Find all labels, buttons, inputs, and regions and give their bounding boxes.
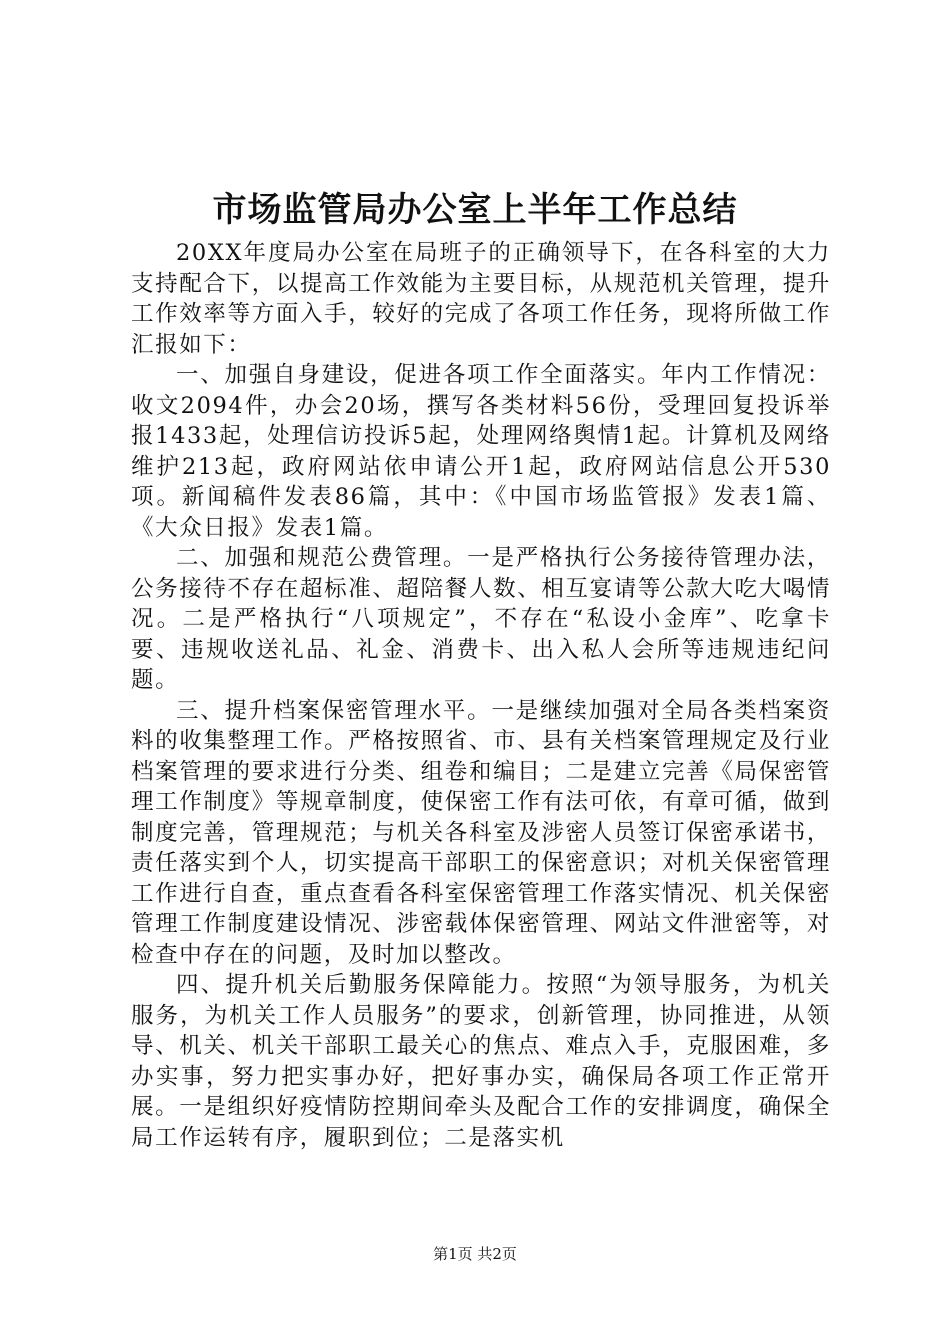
paragraph-intro: 20XX年度局办公室在局班子的正确领导下，在各科室的大力支持配合下，以提高工作效能为主要目标，从规范机关管理，提升工作效率等方面入手，较好的完成了各项工作任务，现将所做工作汇报如下： (131, 240, 831, 358)
paragraph-section-4: 四、提升机关后勤服务保障能力。按照“为领导服务，为机关服务，为机关工作人员服务”的要求，创新管理，协同推进，从领导、机关、机关干部职工最关心的焦点、难点入手，克服困难，多办实事，努力把实事办好，把好事办实，确保局各项工作正常开展。一是组织好疫情防控期间牵头及配合工作的安排调度，确保全局工作运转有序，履职到位；二是落实机 (131, 972, 831, 1151)
paragraph-section-1: 一、加强自身建设，促进各项工作全面落实。年内工作情况：收文2094件，办会20场，撰写各类材料56份，受理回复投诉举报1433起，处理信访投诉5起，处理网络舆情1起。计算机及网络维护213起，政府网站依申请公开1起，政府网站信息公开530项。新闻稿件发表86篇，其中：《中国市场监管报》发表1篇、《大众日报》发表1篇。 (131, 362, 831, 541)
document-body (131, 238, 831, 1153)
paragraph-section-2: 二、加强和规范公费管理。一是严格执行公务接待管理办法，公务接待不存在超标准、超陪餐人数、相互宴请等公款大吃大喝情况。二是严格执行“八项规定”，不存在“私设小金库”、吃拿卡要、违规收送礼品、礼金、消费卡、出入私人会所等违规违纪问题。 (131, 545, 831, 693)
page-footer: 第1页 共2页 (433, 1245, 517, 1263)
document-title: 市场监管局办公室上半年工作总结 (212, 190, 738, 230)
paragraph-section-3: 三、提升档案保密管理水平。一是继续加强对全局各类档案资料的收集整理工作。严格按照省、市、县有关档案管理规定及行业档案管理的要求进行分类、组卷和编目；二是建立完善《局保密管理工作制度》等规章制度，使保密工作有法可依，有章可循，做到制度完善，管理规范；与机关各科室及涉密人员签订保密承诺书，责任落实到个人，切实提高干部职工的保密意识；对机关保密管理工作进行自查，重点查看各科室保密管理工作落实情况、机关保密管理工作制度建设情况、涉密载体保密管理、网站文件泄密等，对检查中存在的问题，及时加以整改。 (131, 697, 831, 968)
